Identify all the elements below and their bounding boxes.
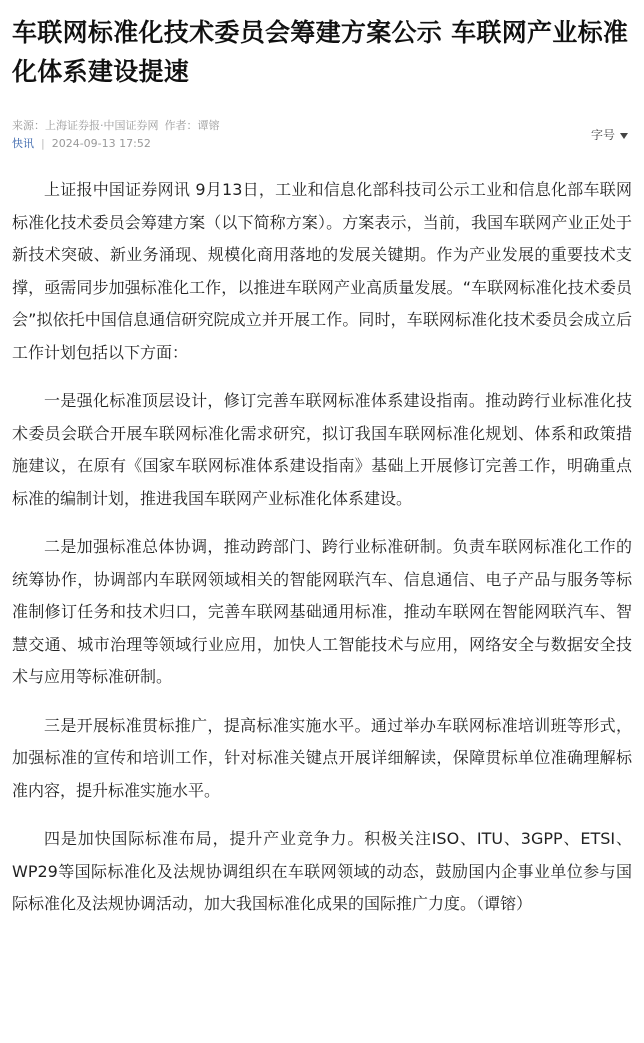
article-title: 车联网标准化技术委员会筹建方案公示 车联网产业标准化体系建设提速: [12, 18, 629, 86]
article-paragraph: 一是强化标准顶层设计，修订完善车联网标准体系建设指南。推动跨行业标准化技术委员会联合开展车联网标准化需求研究，拟订我国车联网标准化规划、体系和政策措施建议，在原有《国家车联网标准体系建设指南》基础上开展修订完善工作，明确重点标准的编制计划，推进我国车联网产业标准化体系建设。: [12, 391, 632, 508]
article-author: 作者：谭镕: [164, 119, 220, 132]
font-size-label: 字号: [590, 128, 615, 142]
article-paragraph: 上证报中国证券网讯 9月13日，工业和信息化部科技司公示工业和信息化部车联网标准化技术委员会筹建方案（以下简称方案）。方案表示，当前，我国车联网产业正处于新技术突破、新业务涌现、规模化商用落地的发展关键期。作为产业发展的重要技术支撑，亟需同步加强标准化工作，以推进车联网产业高质量发展。“车联网标准化技术委员会”拟依托中国信息通信研究院成立并开展工作。同时，车联网标准化技术委员会成立后工作计划包括以下方面：: [12, 180, 632, 362]
font-size-dropdown[interactable]: [591, 127, 628, 143]
meta-date-line: [12, 136, 632, 152]
article-paragraph: 三是开展标准贯标推广，提高标准实施水平。通过举办车联网标准培训班等形式，加强标准的宣传和培训工作，针对标准关键点开展详细解读，保障贯标单位准确理解标准内容，提升标准实施水平。: [12, 715, 632, 800]
caret-down-icon: [620, 133, 628, 139]
meta-source-line: [12, 118, 632, 134]
channel-link[interactable]: 快讯: [12, 137, 34, 150]
article-meta: [12, 118, 632, 158]
article-datetime: 2024-09-13 17:52: [51, 137, 151, 150]
article-paragraph: 四是加快国际标准布局，提升产业竞争力。积极关注ISO、ITU、3GPP、ETSI、WP29等国际标准化及法规协调组织在车联网领域的动态，鼓励国内企事业单位参与国际标准化及法规协调活动，加大我国标准化成果的国际推广力度。（谭镕）: [12, 829, 632, 913]
meta-separator: |: [41, 137, 45, 150]
article-body: [12, 174, 632, 921]
article-paragraph: 二是加强标准总体协调，推动跨部门、跨行业标准研制。负责车联网标准化工作的统筹协作，协调部内车联网领域相关的智能网联汽车、信息通信、电子产品与服务等标准制修订任务和技术归口，完善车联网基础通用标准，推动车联网在智能网联汽车、智慧交通、城市治理等领域行业应用，加快人工智能技术与应用，网络安全与数据安全技术与应用等标准研制。: [12, 537, 632, 686]
article-page: [0, 13, 644, 1043]
article-source: 来源：上海证券报·中国证券网: [12, 119, 159, 132]
